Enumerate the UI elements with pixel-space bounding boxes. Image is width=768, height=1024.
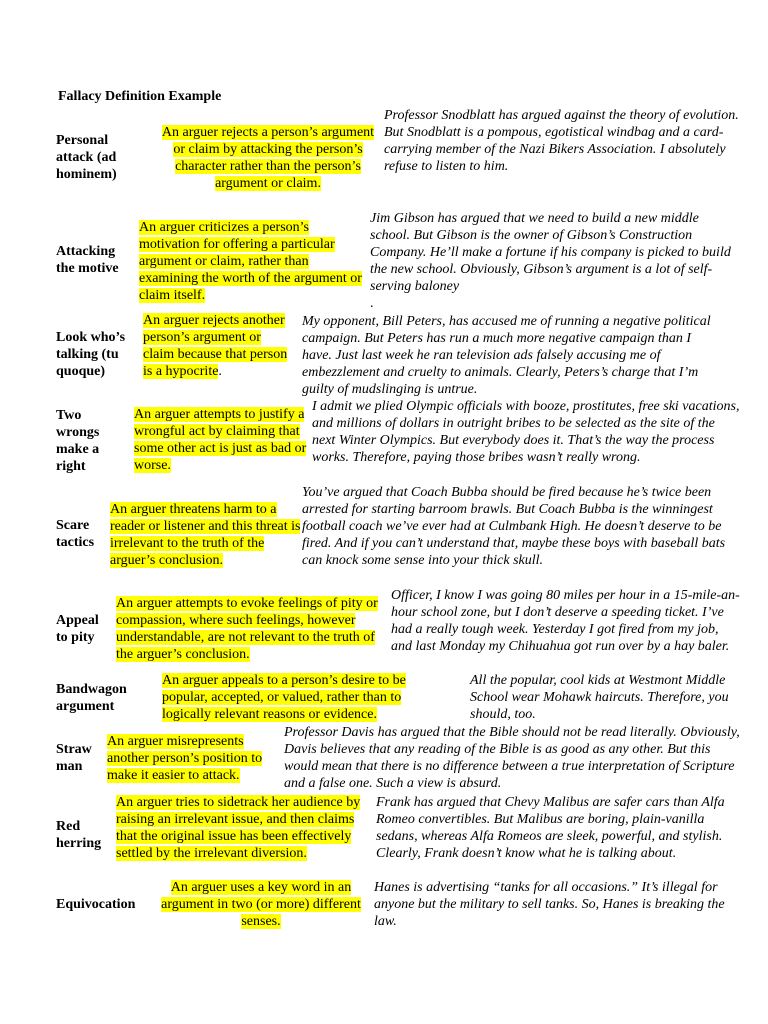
fallacy-name: Equivocation: [56, 897, 136, 912]
definition-highlight: An arguer misrepresents another person’s position to make it easier to attack.: [107, 734, 263, 783]
definition-highlight: An arguer rejects a person’s argument or claim by attacking the person’s character rather than the person’s argument or claim.: [161, 125, 375, 191]
definition-highlight: An arguer criticizes a person’s motivation for offering a particular argument or claim, rather than examining the worth of the argument or claim itself.: [139, 220, 362, 303]
table-header: Fallacy Definition Example: [58, 89, 222, 104]
definition-highlight: An arguer uses a key word in an argument in two (or more) different senses.: [161, 880, 361, 929]
fallacy-example: Hanes is advertising “tanks for all occasions.” It’s illegal for anyone but the military to sell tanks. So, Hanes is breaking the law.: [374, 880, 725, 929]
fallacy-definition: [134, 406, 312, 474]
fallacy-name: Red herring: [56, 819, 102, 851]
fallacy-definition: [139, 219, 365, 304]
fallacy-name: Scare tactics: [56, 518, 95, 550]
fallacy-example: Jim Gibson has argued that we need to build a new middle school. But Gibson is the owner of Gibson’s Construction Company. He’ll make a fortune if his company is picked to build the new school. Obviously, Gibson’s argument is a lot of self-serving baloney .: [370, 211, 731, 311]
fallacy-name: Personal attack (ad hominem): [56, 133, 117, 182]
definition-highlight: An arguer attempts to justify a wrongful act by claiming that some other act is just as bad or worse.: [134, 407, 307, 473]
definition-highlight: An arguer rejects another person’s argument or claim because that person is a hypocrite: [143, 313, 288, 379]
fallacy-example: Professor Snodblatt has argued against the theory of evolution. But Snodblatt is a pompous, egotistical windbag and a card-carrying member of the Nazi Bikers Association. I absolutely refuse to listen to him.: [384, 108, 739, 174]
fallacy-name: Straw man: [56, 742, 92, 774]
fallacy-definition: [116, 794, 372, 862]
definition-highlight: An arguer appeals to a person’s desire to be popular, accepted, or valued, rather than to logically relevant reasons or evidence.: [162, 673, 406, 722]
fallacy-name: Two wrongs make a right: [56, 408, 100, 474]
fallacy-example: All the popular, cool kids at Westmont Middle School wear Mohawk haircuts. Therefore, you should, too.: [470, 673, 729, 722]
fallacy-example: You’ve argued that Coach Bubba should be fired because he’s twice been arrested for starting barroom brawls. But Coach Bubba is the winningest football coach we’ve ever had at Culmbank High. He doesn’t deserve to be fired. And if you can’t understand that, maybe these boys with baseball bats can knock some sense into your thick skull.: [302, 485, 726, 568]
fallacy-example: I admit we plied Olympic officials with booze, prostitutes, free ski vacations, and millions of dollars in outright bribes to be selected as the site of the next Winter Olympics. But everybody does it. That’s the way the process works. Therefore, paying those bribes wasn’t really wrong.: [312, 399, 740, 465]
fallacy-example: Officer, I know I was going 80 miles per hour in a 15-mile-an-hour school zone, but I don’t deserve a speeding ticket. I’ve had a really tough week. Yesterday I got fired from my job, and last Monday my Chihuahua got run over by a hay baler.: [391, 588, 740, 654]
fallacy-definition: [148, 879, 374, 930]
fallacy-definition: [107, 733, 285, 784]
fallacy-name: Bandwagon argument: [56, 682, 127, 714]
fallacy-name: Appeal to pity: [56, 613, 99, 645]
definition-highlight: An arguer threatens harm to a reader or listener and this threat is irrelevant to the truth of the arguer’s conclusion.: [110, 502, 301, 568]
fallacy-name: Look who’s talking (tu quoque): [56, 330, 126, 379]
fallacy-definition: An arguer rejects another person’s argument or claim because that person is a hypocrite.: [143, 313, 288, 379]
fallacy-definition: [162, 672, 438, 723]
fallacy-example: Frank has argued that Chevy Malibus are safer cars than Alfa Romeo convertibles. But Malibus are boring, plain-vanilla sedans, whereas Alfa Romeos are sleek, powerful, and stylish. Clearly, Frank doesn’t know what he is talking about.: [376, 795, 725, 861]
fallacy-definition: [116, 595, 392, 663]
fallacy-example: My opponent, Bill Peters, has accused me of running a negative political campaign. But Peters has run a much more negative campaign than I have. Just last week he ran television ads falsely accusing me of embezzlement and cruelty to animals. Clearly, Peters’s charge that I’m guilty of mudslinging is untrue.: [302, 314, 711, 397]
fallacy-example: Professor Davis has argued that the Bible should not be read literally. Obviously, Davis believes that any reading of the Bible is as good as any other. But this would mean that there is no difference between a true interpretation of Scripture and a false one. Such a view is absurd.: [284, 725, 740, 791]
fallacy-definition: [110, 501, 302, 569]
definition-highlight: An arguer attempts to evoke feelings of pity or compassion, where such feelings, however understandable, are not relevant to the truth of the arguer’s conclusion.: [116, 596, 378, 662]
definition-highlight: An arguer tries to sidetrack her audience by raising an irrelevant issue, and then claims that the original issue has been effectively settled by the irrelevant diversion.: [116, 795, 361, 861]
fallacy-definition: [157, 124, 379, 192]
fallacy-name: Attacking the motive: [56, 244, 119, 276]
